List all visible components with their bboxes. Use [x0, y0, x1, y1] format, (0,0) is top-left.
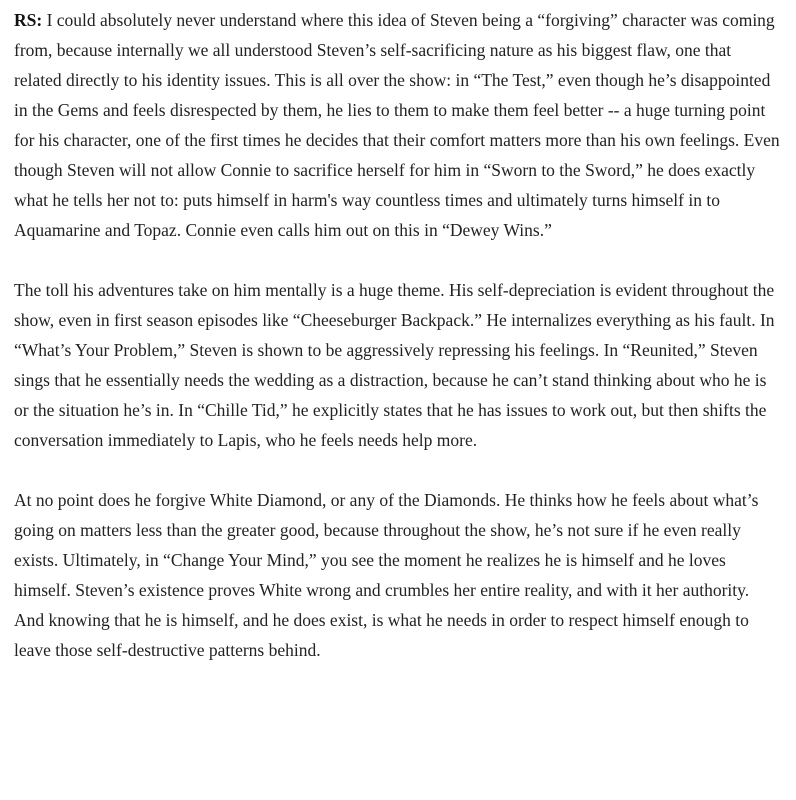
speaker-label: RS:: [14, 10, 43, 30]
paragraph-1-text: I could absolutely never understand where this idea of Steven being a “forgiving” character was coming from, because internally we all understood Steven’s self-sacrificing nature as his biggest flaw, one that related directly to his identity issues. This is all over the show: in “The Test,” even though he’s disappointed in the Gems and feels disrespected by them, he lies to them to make them feel better -- a huge turning point for his character, one of the first times he decides that their comfort matters more than his own feelings. Even though Steven will not allow Connie to sacrifice herself for him in “Sworn to the Sword,” he does exactly what he tells her not to: puts himself in harm's way countless times and ultimately turns himself in to Aquamarine and Topaz. Connie even calls him out on this in “Dewey Wins.”: [14, 10, 780, 240]
paragraph-2: The toll his adventures take on him mentally is a huge theme. His self-depreciation is evident throughout the show, even in first season episodes like “Cheeseburger Backpack.” He internalizes everything as his fault. In “What’s Your Problem,” Steven is shown to be aggressively repressing his feelings. In “Reunited,” Steven sings that he essentially needs the wedding as a distraction, because he can’t stand thinking about who he is or the situation he’s in. In “Chille Tid,” he explicitly states that he has issues to work out, but then shifts the conversation immediately to Lapis, who he feels needs help more.: [14, 280, 775, 450]
paragraph-1: [14, 5, 782, 245]
paragraph-3: At no point does he forgive White Diamond, or any of the Diamonds. He thinks how he feels about what’s going on matters less than the greater good, because throughout the show, he’s not sure if he even really exists. Ultimately, in “Change Your Mind,” you see the moment he realizes he is himself and he loves himself. Steven’s existence proves White wrong and crumbles her entire reality, and with it her authority. And knowing that he is himself, and he does exist, is what he needs in order to respect himself enough to leave those self-destructive patterns behind.: [14, 490, 759, 660]
